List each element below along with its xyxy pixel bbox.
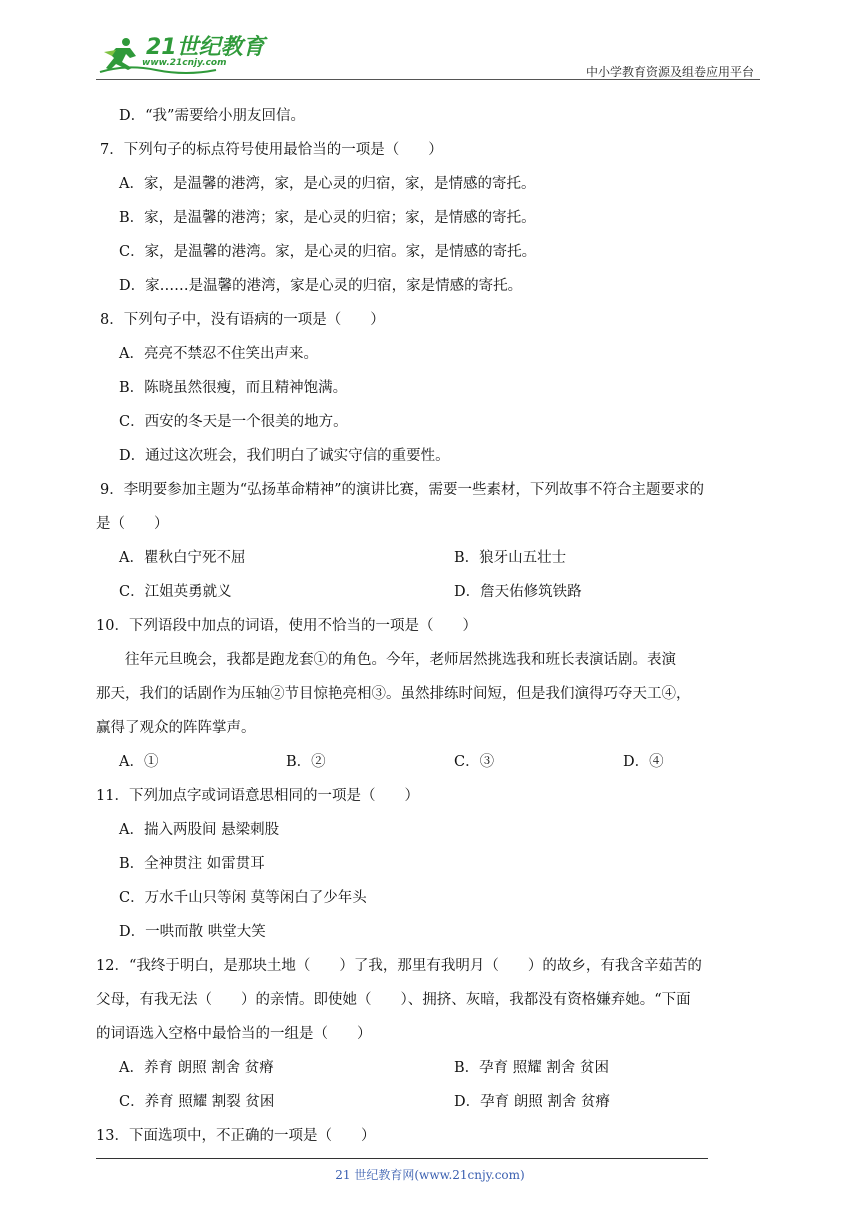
header-divider <box>96 79 760 80</box>
logo-url: www.21cnjy.com <box>142 58 227 68</box>
option-text: D．詹天佑修筑铁路 <box>454 584 582 600</box>
question-9-continued: 是（ ） <box>96 516 169 532</box>
option-text: C．③ <box>454 754 495 770</box>
option-text: A．揣入两股间 悬梁刺股 <box>119 822 280 838</box>
platform-name: 中小学教育资源及组卷应用平台 <box>585 65 754 79</box>
question-13: 13．下面选项中，不正确的一项是（ ） <box>96 1128 376 1144</box>
option-text: D．“我”需要给小朋友回信。 <box>119 108 305 124</box>
option-text: A．① <box>119 754 159 770</box>
question-12-continued: 的词语选入空格中最恰当的一组是（ ） <box>96 1026 372 1042</box>
option-text: B．家，是温馨的港湾；家，是心灵的归宿；家，是情感的寄托。 <box>119 210 536 226</box>
option-text: D．④ <box>623 754 664 770</box>
option-text: D．家……是温馨的港湾，家是心灵的归宿，家是情感的寄托。 <box>119 278 523 294</box>
option-text: A．家，是温馨的港湾，家，是心灵的归宿，家，是情感的寄托。 <box>119 176 536 192</box>
option-text: B．孕育 照耀 割舍 贫困 <box>454 1060 609 1076</box>
footer-text: 21 世纪教育网(www.21cnjy.com) <box>335 1168 525 1182</box>
passage-line: 那天，我们的话剧作为压轴②节目惊艳亮相③。虽然排练时间短，但是我们演得巧夺天工④， <box>96 686 691 702</box>
option-text: C．家，是温馨的港湾。家，是心灵的归宿。家，是情感的寄托。 <box>119 244 537 260</box>
option-text: B．全神贯注 如雷贯耳 <box>119 856 265 872</box>
question-9: 9．李明要参加主题为“弘扬革命精神”的演讲比赛，需要一些素材，下列故事不符合主题要求的 <box>100 482 705 498</box>
question-11: 11．下列加点字或词语意思相同的一项是（ ） <box>96 788 419 804</box>
option-text: D．通过这次班会，我们明白了诚实守信的重要性。 <box>119 448 450 464</box>
option-text: C．江姐英勇就义 <box>119 584 232 600</box>
option-text: D．一哄而散 哄堂大笑 <box>119 924 266 940</box>
passage-line: 往年元旦晚会，我都是跑龙套①的角色。今年，老师居然挑选我和班长表演话剧。表演 <box>96 652 676 668</box>
option-text: C．西安的冬天是一个很美的地方。 <box>119 414 348 430</box>
option-text: D．孕育 朗照 割舍 贫瘠 <box>454 1094 610 1110</box>
option-text: B．② <box>286 754 326 770</box>
footer-divider <box>96 1158 708 1159</box>
logo-text: 21世纪教育 <box>146 35 265 60</box>
question-7: 7．下列句子的标点符号使用最恰当的一项是（ ） <box>100 142 443 158</box>
option-text: A．亮亮不禁忍不住笑出声来。 <box>119 346 318 362</box>
question-10: 10．下列语段中加点的词语，使用不恰当的一项是（ ） <box>96 618 477 634</box>
option-text: C．养育 照耀 割裂 贫困 <box>119 1094 275 1110</box>
option-text: B．狼牙山五壮士 <box>454 550 567 566</box>
question-12: 12．“我终于明白，是那块土地（ ）了我，那里有我明月（ ）的故乡，有我含辛茹苦的 <box>96 958 702 974</box>
passage-line: 赢得了观众的阵阵掌声。 <box>96 720 256 736</box>
question-12-continued: 父母，有我无法（ ）的亲情。即使她（ ）、拥挤、灰暗，我都没有资格嫌弃她。“下面 <box>96 992 691 1008</box>
question-8: 8．下列句子中，没有语病的一项是（ ） <box>100 312 385 328</box>
option-text: C．万水千山只等闲 莫等闲白了少年头 <box>119 890 367 906</box>
page-header <box>96 28 760 80</box>
option-text: A．瞿秋白宁死不屈 <box>119 550 246 566</box>
option-text: B．陈晓虽然很瘦，而且精神饱满。 <box>119 380 348 396</box>
option-text: A．养育 朗照 割舍 贫瘠 <box>119 1060 274 1076</box>
